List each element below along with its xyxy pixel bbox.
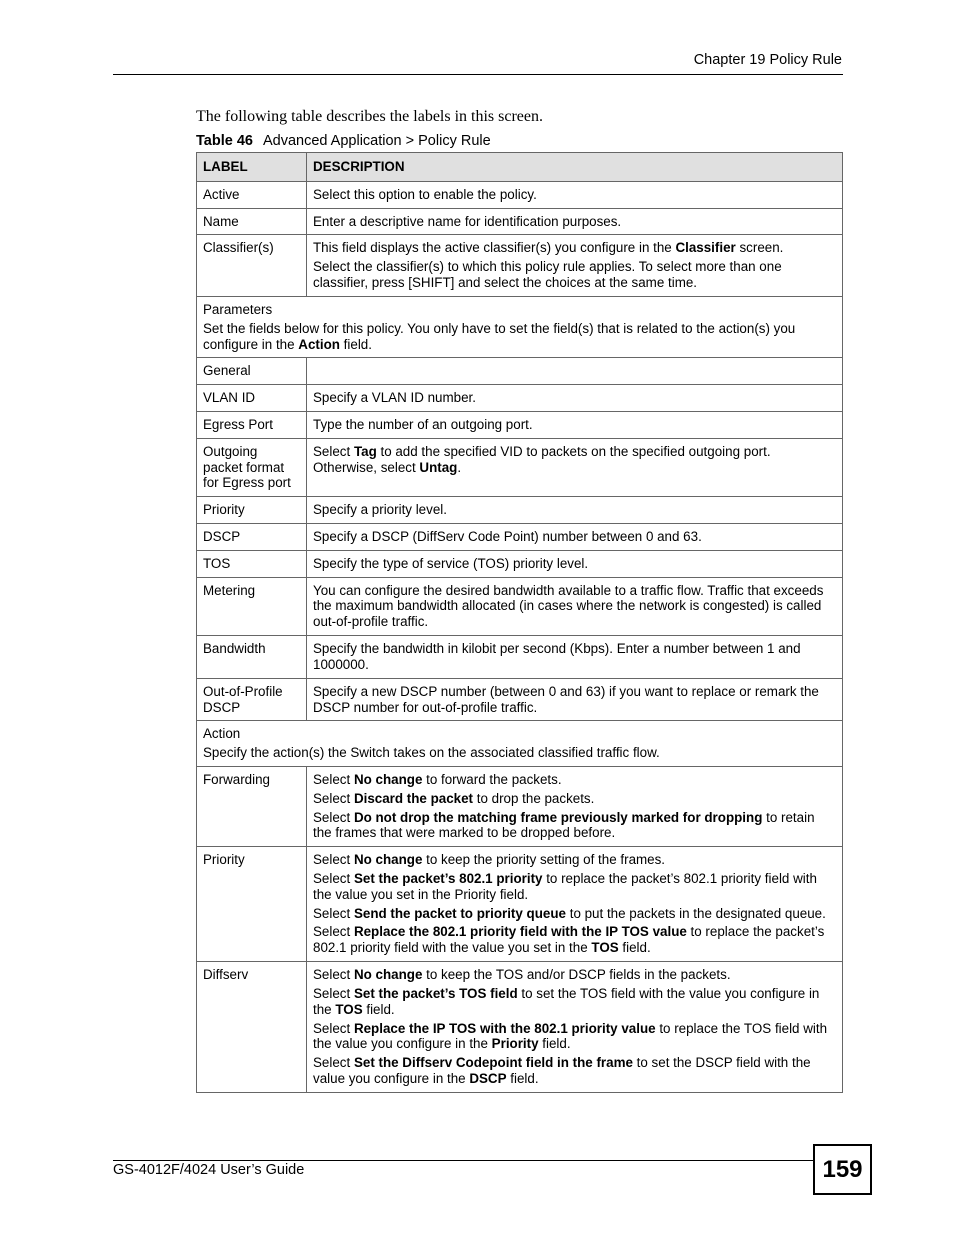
section-title: Parameters: [203, 301, 273, 317]
description-paragraph: Select Replace the 802.1 priority field with the IP TOS value to replace the packet’s 802.1 priority field with the value you set in the TOS field.: [313, 924, 825, 956]
page-number: 159: [813, 1144, 872, 1195]
description-cell: [307, 766, 843, 846]
header-label: LABEL: [197, 153, 307, 182]
label-cell: Egress Port: [197, 411, 307, 438]
header-description: DESCRIPTION: [307, 153, 843, 182]
label-cell: DSCP: [197, 524, 307, 551]
description-paragraph: Specify a new DSCP number (between 0 and 63) if you want to replace or remark the DSCP number for out-of-profile traffic.: [313, 683, 819, 715]
table-row: [197, 235, 843, 296]
table-row: [197, 208, 843, 235]
table-row: [197, 550, 843, 577]
description-paragraph: Select No change to forward the packets.: [313, 771, 562, 787]
table-row: [197, 438, 843, 496]
description-paragraph: Select No change to keep the TOS and/or DSCP fields in the packets.: [313, 967, 731, 983]
section-cell: [197, 296, 843, 357]
table-row: [197, 577, 843, 635]
table-row: [197, 411, 843, 438]
table-row: [197, 636, 843, 679]
description-paragraph: Type the number of an outgoing port.: [313, 416, 533, 432]
description-paragraph: Select Tag to add the specified VID to packets on the specified outgoing port. Otherwise, select Untag.: [313, 443, 771, 475]
table-row: [197, 358, 843, 385]
description-cell: [307, 438, 843, 496]
label-cell: Active: [197, 181, 307, 208]
label-cell: Classifier(s): [197, 235, 307, 296]
table-row: [197, 497, 843, 524]
description-cell: [307, 385, 843, 412]
label-cell: TOS: [197, 550, 307, 577]
label-cell: Out-of-Profile DSCP: [197, 678, 307, 721]
description-paragraph: Specify the type of service (TOS) priority level.: [313, 555, 589, 571]
description-paragraph: Enter a descriptive name for identification purposes.: [313, 213, 622, 229]
table-row: [197, 181, 843, 208]
description-paragraph: Select the classifier(s) to which this policy rule applies. To select more than one classifier, press [SHIFT] and select the choices at the same time.: [313, 259, 782, 291]
description-cell: [307, 181, 843, 208]
table-row: [197, 847, 843, 962]
description-paragraph: Specify a priority level.: [313, 502, 447, 518]
description-paragraph: Select this option to enable the policy.: [313, 186, 537, 202]
table-row: [197, 385, 843, 412]
description-cell: [307, 208, 843, 235]
table-caption: [196, 133, 491, 149]
description-paragraph: Select Send the packet to priority queue to put the packets in the designated queue.: [313, 905, 826, 921]
policy-rule-table: [196, 152, 843, 1093]
description-paragraph: Select Set the Diffserv Codepoint field in the frame to set the DSCP field with the value you configure in the DSCP field.: [313, 1055, 811, 1086]
table-row: [197, 766, 843, 846]
table-row: [197, 678, 843, 721]
description-cell: [307, 962, 843, 1093]
label-cell: Priority: [197, 847, 307, 962]
description-paragraph: Specify a VLAN ID number.: [313, 390, 476, 406]
label-cell: Forwarding: [197, 766, 307, 846]
label-cell: Diffserv: [197, 962, 307, 1093]
description-paragraph: Select No change to keep the priority setting of the frames.: [313, 852, 666, 868]
section-description: Specify the action(s) the Switch takes on the associated classified traffic flow.: [203, 745, 660, 761]
description-paragraph: Specify the bandwidth in kilobit per second (Kbps). Enter a number between 1 and 1000000.: [313, 641, 801, 672]
table-title: Advanced Application > Policy Rule: [262, 133, 491, 149]
guide-title: GS-4012F/4024 User’s Guide: [113, 1162, 305, 1178]
description-cell: [307, 550, 843, 577]
section-title: Action: [203, 726, 241, 742]
description-paragraph: Select Set the packet’s TOS field to set the TOS field with the value you configure in the TOS field.: [313, 985, 820, 1017]
table-row: [197, 524, 843, 551]
label-cell: Metering: [197, 577, 307, 635]
table-body: [197, 181, 843, 1092]
description-paragraph: Select Replace the IP TOS with the 802.1 priority value to replace the TOS field with the value you configure in the Priority field.: [313, 1020, 828, 1052]
table-row: [197, 962, 843, 1093]
table-row: [197, 296, 843, 357]
label-cell: VLAN ID: [197, 385, 307, 412]
description-cell: [307, 358, 843, 385]
label-cell: Priority: [197, 497, 307, 524]
description-cell: [307, 636, 843, 679]
table-row: [197, 721, 843, 767]
description-paragraph: You can configure the desired bandwidth available to a traffic flow. Traffic that exceeds the maximum bandwidth allocated (in cases where the network is congested) is called out-of-profile traffic.: [313, 582, 824, 630]
label-cell: Outgoing packet format for Egress port: [197, 438, 307, 496]
description-cell: [307, 678, 843, 721]
description-paragraph: This field displays the active classifier(s) you configure in the Classifier screen.: [313, 240, 784, 256]
label-cell: Name: [197, 208, 307, 235]
description-cell: [307, 411, 843, 438]
description-cell: [307, 497, 843, 524]
description-paragraph: Select Discard the packet to drop the packets.: [313, 790, 595, 806]
intro-text: The following table describes the labels in this screen.: [196, 108, 544, 125]
description-cell: [307, 847, 843, 962]
description-cell: [307, 235, 843, 296]
header-divider: [113, 74, 843, 75]
section-cell: [197, 721, 843, 767]
description-paragraph: Select Do not drop the matching frame previously marked for dropping to retain the frames that were marked to be dropped before.: [313, 809, 815, 841]
table-header-row: [197, 153, 843, 182]
description-paragraph: Specify a DSCP (DiffServ Code Point) number between 0 and 63.: [313, 529, 702, 544]
label-cell: Bandwidth: [197, 636, 307, 679]
chapter-header: Chapter 19 Policy Rule: [693, 52, 842, 68]
description-cell: [307, 577, 843, 635]
label-cell: General: [197, 358, 307, 385]
table-number: Table 46: [196, 133, 253, 149]
footer-divider: [113, 1160, 813, 1161]
description-cell: [307, 524, 843, 551]
description-paragraph: Select Set the packet’s 802.1 priority to replace the packet’s 802.1 priority field with the value you set in the Priority field.: [313, 871, 817, 902]
section-description: Set the fields below for this policy. You only have to set the field(s) that is related to the action(s) you configure in the Action field.: [203, 320, 796, 352]
